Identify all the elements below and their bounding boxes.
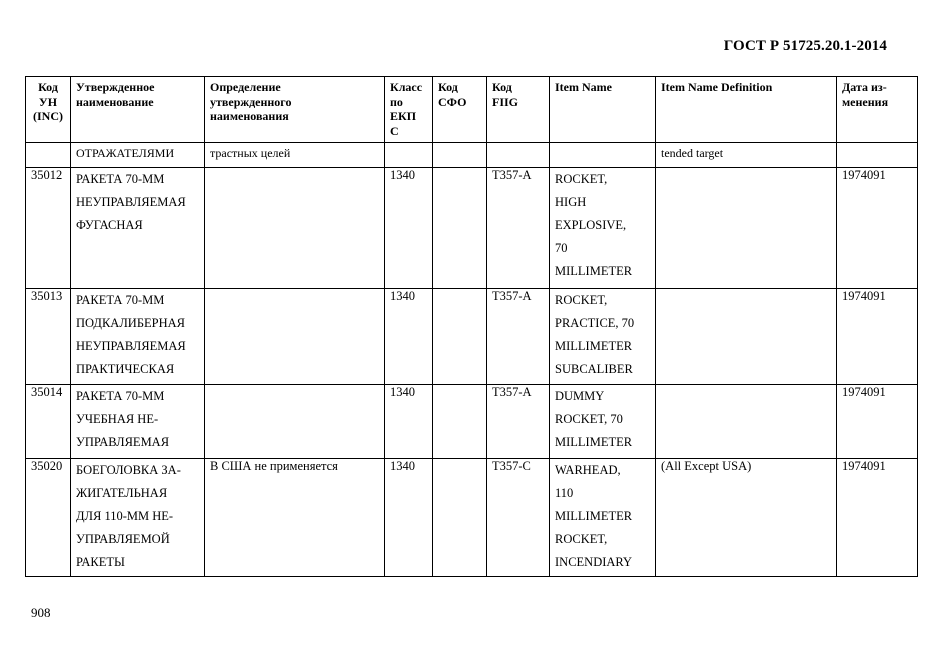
header-label-line: Код xyxy=(438,80,458,94)
continuation-row xyxy=(26,143,918,168)
header-label-line: менения xyxy=(842,94,889,109)
cell-definition xyxy=(205,289,385,385)
header-label-line: Код xyxy=(492,80,512,94)
cell-line: УПРАВЛЯЕМОЙ xyxy=(76,532,170,546)
cell-definition xyxy=(205,168,385,289)
cell-line: УЧЕБНАЯ НЕ- xyxy=(76,412,159,426)
cell-line: НЕУПРАВЛЯЕМАЯ xyxy=(76,339,186,353)
page-number: 908 xyxy=(31,605,51,620)
cell-line: ROCKET, xyxy=(555,532,608,546)
cell-code xyxy=(26,143,71,168)
cell-item-name xyxy=(550,385,656,459)
cell-class: 1340 xyxy=(385,385,433,459)
table-row xyxy=(26,289,918,385)
table-row xyxy=(26,459,918,577)
cell-line: 110 xyxy=(555,486,574,500)
cell-line: ПОДКАЛИБЕРНАЯ xyxy=(76,316,185,330)
cell-name xyxy=(71,289,205,385)
cell-fiig: T357-A xyxy=(487,168,550,289)
cell-line: 70 xyxy=(555,241,568,255)
cell-item-name xyxy=(550,143,656,168)
cell-line: PRACTICE, 70 xyxy=(555,316,635,330)
cell-code: 35020 xyxy=(26,459,71,577)
header-label-line: наименование xyxy=(76,94,154,109)
header-label-line: Класс xyxy=(390,80,423,94)
cell-name xyxy=(71,385,205,459)
cell-sfo xyxy=(433,459,487,577)
column-header-code xyxy=(26,77,71,143)
cell-code: 35014 xyxy=(26,385,71,459)
cell-name xyxy=(71,168,205,289)
cell-item-name-definition xyxy=(656,289,837,385)
column-header-class xyxy=(385,77,433,143)
cell-line: HIGH xyxy=(555,195,587,209)
cell-line: ROCKET, 70 xyxy=(555,412,623,426)
header-label-line: Определение xyxy=(210,80,281,94)
cell-class xyxy=(385,143,433,168)
cell-line: INCENDIARY xyxy=(555,555,633,569)
header-label-line: FIIG xyxy=(492,94,519,109)
cell-line: MILLIMETER xyxy=(555,339,633,353)
cell-date: 1974091 xyxy=(837,289,918,385)
cell-date xyxy=(837,143,918,168)
cell-item-name-definition: tended target xyxy=(656,143,837,168)
cell-sfo xyxy=(433,143,487,168)
column-header-fiig xyxy=(487,77,550,143)
cell-line: DUMMY xyxy=(555,389,605,403)
document-header: ГОСТ Р 51725.20.1-2014 xyxy=(723,38,887,54)
cell-line: РАКЕТЫ xyxy=(76,555,125,569)
column-header-item-name xyxy=(550,77,656,143)
header-label-line: СФО xyxy=(438,94,467,109)
cell-fiig: T357-C xyxy=(487,459,550,577)
cell-line: ПРАКТИЧЕСКАЯ xyxy=(76,362,175,376)
cell-item-name xyxy=(550,459,656,577)
cell-line: НЕУПРАВЛЯЕМАЯ xyxy=(76,195,186,209)
cell-fiig: T357-A xyxy=(487,289,550,385)
cell-class: 1340 xyxy=(385,459,433,577)
cell-line: SUBCALIBER xyxy=(555,362,633,376)
column-header-definition xyxy=(205,77,385,143)
cell-definition xyxy=(205,385,385,459)
header-label-line: ЕКП xyxy=(390,109,417,123)
cell-line: ЖИГАТЕЛЬНАЯ xyxy=(76,486,168,500)
header-label-line: Дата из- xyxy=(842,80,887,94)
header-label-line: по xyxy=(390,94,403,109)
cell-item-name xyxy=(550,168,656,289)
header-label-line: Item Name Definition xyxy=(661,80,773,94)
cell-line: УПРАВЛЯЕМАЯ xyxy=(76,435,170,449)
header-label-line: УН xyxy=(38,94,58,109)
cell-line: MILLIMETER xyxy=(555,509,633,523)
column-header-item-name-definition xyxy=(656,77,837,143)
cell-line: РАКЕТА 70-ММ xyxy=(76,172,165,186)
header-label-line: утвержденного xyxy=(210,94,292,109)
table-row xyxy=(26,385,918,459)
cell-line: EXPLOSIVE, xyxy=(555,218,627,232)
cell-code: 35013 xyxy=(26,289,71,385)
cell-name xyxy=(71,459,205,577)
header-label-line: наименования xyxy=(210,109,289,123)
cell-line: MILLIMETER xyxy=(555,264,633,278)
cell-class: 1340 xyxy=(385,168,433,289)
cell-item-name-definition: (All Except USA) xyxy=(656,459,837,577)
cell-date: 1974091 xyxy=(837,459,918,577)
cell-item-name xyxy=(550,289,656,385)
cell-line: ФУГАСНАЯ xyxy=(76,218,143,232)
header-label-line: Item Name xyxy=(555,80,612,94)
cell-definition: В США не применяется xyxy=(205,459,385,577)
table-row xyxy=(26,168,918,289)
column-header-change-date xyxy=(837,77,918,143)
cell-line: РАКЕТА 70-ММ xyxy=(76,293,165,307)
cell-sfo xyxy=(433,385,487,459)
table-header-row xyxy=(26,77,918,143)
cell-sfo xyxy=(433,289,487,385)
cell-date: 1974091 xyxy=(837,385,918,459)
column-header-approved-name xyxy=(71,77,205,143)
column-header-sfo xyxy=(433,77,487,143)
cell-definition: трастных целей xyxy=(205,143,385,168)
cell-date: 1974091 xyxy=(837,168,918,289)
cell-name: ОТРАЖАТЕЛЯМИ xyxy=(71,143,205,168)
cell-item-name-definition xyxy=(656,168,837,289)
cell-fiig xyxy=(487,143,550,168)
cell-fiig: T357-A xyxy=(487,385,550,459)
header-label-line: Код xyxy=(38,80,58,94)
header-label-line: (INC) xyxy=(33,109,63,123)
cell-sfo xyxy=(433,168,487,289)
cell-line: РАКЕТА 70-ММ xyxy=(76,389,165,403)
catalog-table xyxy=(25,76,918,577)
cell-line: ДЛЯ 110-ММ НЕ- xyxy=(76,509,174,523)
header-label-line: С xyxy=(390,123,399,138)
cell-line: БОЕГОЛОВКА ЗА- xyxy=(76,463,181,477)
cell-code: 35012 xyxy=(26,168,71,289)
cell-item-name-definition xyxy=(656,385,837,459)
cell-line: ROCKET, xyxy=(555,172,608,186)
header-label-line: Утвержденное xyxy=(76,80,155,94)
cell-line: MILLIMETER xyxy=(555,435,633,449)
cell-class: 1340 xyxy=(385,289,433,385)
cell-line: ROCKET, xyxy=(555,293,608,307)
cell-line: WARHEAD, xyxy=(555,463,621,477)
